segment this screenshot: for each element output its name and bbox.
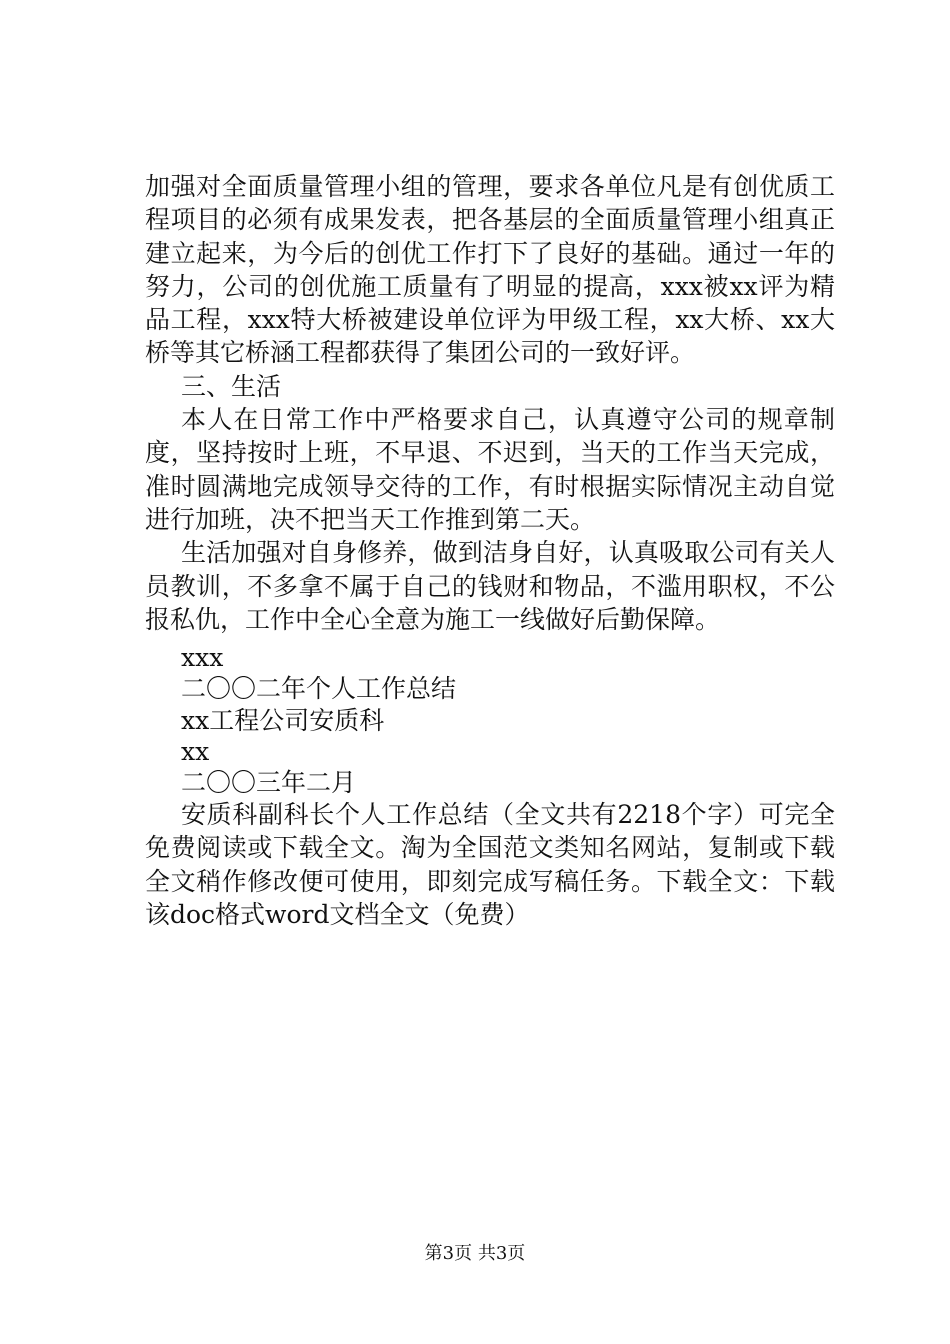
closing-department: xx工程公司安质科 <box>181 705 385 735</box>
closing-name: xx <box>181 736 210 766</box>
paragraph-quality-management: 加强对全面质量管理小组的管理，要求各单位凡是有创优质工程项目的必须有成果发表，把各基层的全面质量管理小组真正建立起来，为今后的创优工作打下了良好的基础。通过一年的努力，公司的创优施工质量有了明显的提高，xxx被xx评为精品工程，xxx特大桥被建设单位评为甲级工程，xx大桥、xx大桥等其它桥涵工程都获得了集团公司的一致好评。 <box>145 172 835 368</box>
page-indicator: 第3页 共3页 <box>424 1243 526 1264</box>
closing-author: xxx <box>181 643 224 673</box>
download-notice: 安质科副科长个人工作总结（全文共有2218个字）可完全免费阅读或下载全文。淘为全国范文类知名网站，复制或下载全文稍作修改便可使用，即刻完成写稿任务。下载全文：下载该doc格式word文档全文（免费） <box>145 800 835 930</box>
paragraph-work-discipline: 本人在日常工作中严格要求自己，认真遵守公司的规章制度，坚持按时上班，不早退、不迟到，当天的工作当天完成，准时圆满地完成领导交待的工作，有时根据实际情况主动自觉进行加班，决不把当天工作推到第二天。 <box>145 405 835 534</box>
document-body <box>145 170 835 931</box>
closing-date: 二〇〇三年二月 <box>181 767 357 797</box>
section-heading-life: 三、生活 <box>181 371 282 401</box>
closing-title: 二〇〇二年个人工作总结 <box>181 674 457 704</box>
paragraph-self-cultivation: 生活加强对自身修养，做到洁身自好，认真吸取公司有关人员教训，不多拿不属于自己的钱财和物品，不滥用职权，不公报私仇，工作中全心全意为施工一线做好后勤保障。 <box>145 538 835 634</box>
